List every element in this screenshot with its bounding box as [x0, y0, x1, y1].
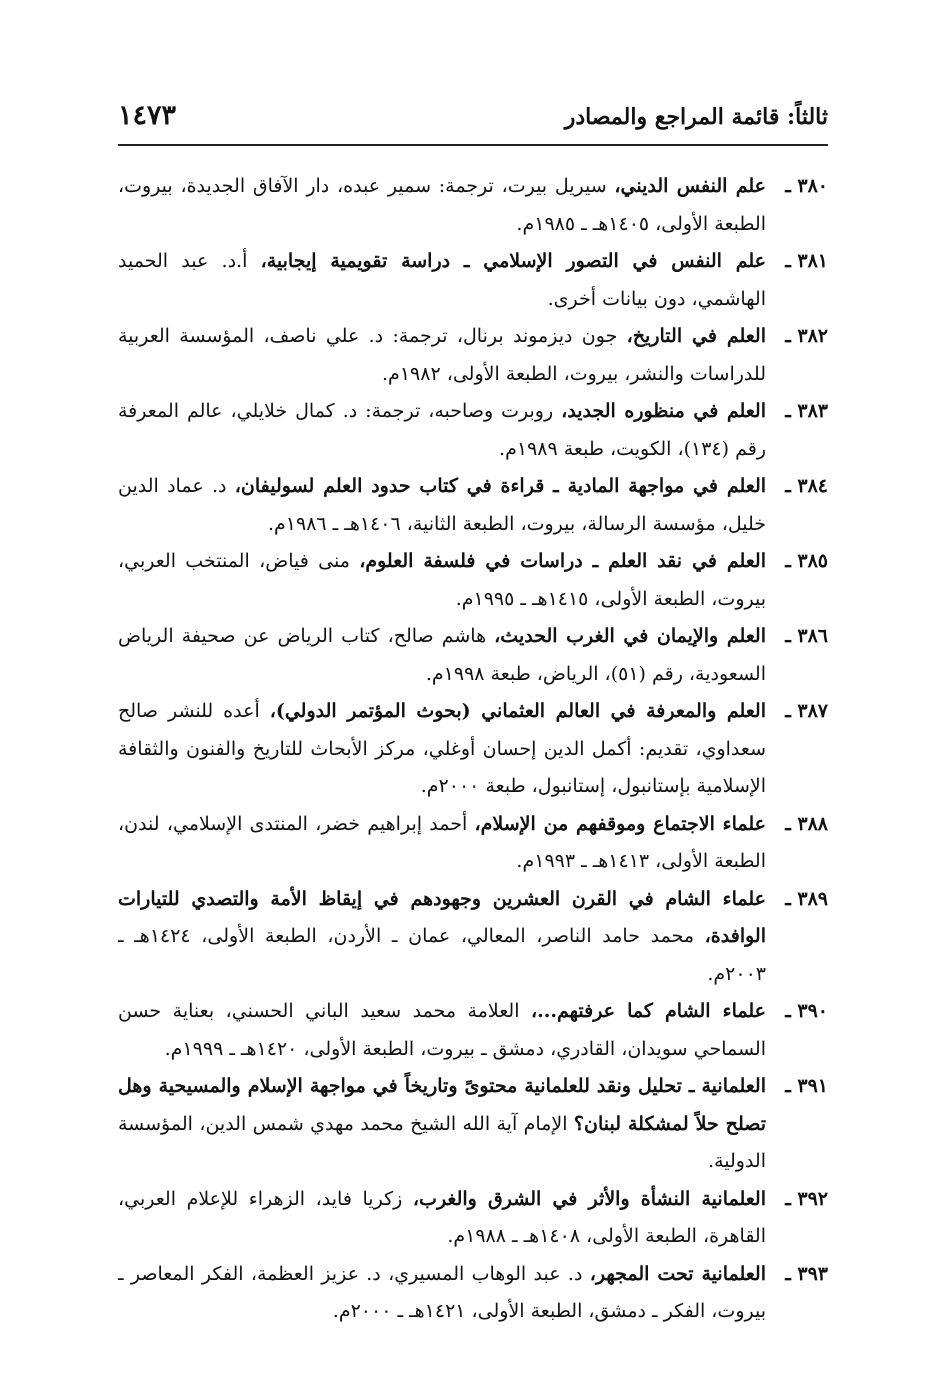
entry-number: ٣٨٨ ـ — [785, 812, 828, 835]
bibliography-entry-390 — [118, 993, 828, 1068]
bibliography-entry-383 — [118, 393, 828, 468]
entry-title: علماء الشام في القرن العشرين وجهودهم في إيقاظ الأمة والتصدي للتيارات الوافدة، — [118, 887, 766, 947]
entry-details: زكريا فايد، الزهراء للإعلام العربي، القاهرة، الطبعة الأولى، ١٤٠٨هـ ـ ١٩٨٨م. — [118, 1187, 766, 1247]
entry-details: أ.د. عبد الحميد الهاشمي، دون بيانات أخرى. — [118, 250, 766, 310]
entry-number: ٣٨٥ ـ — [785, 550, 828, 572]
entry-details: د. عماد الدين خليل، مؤسسة الرسالة، بيروت، الطبعة الثانية، ١٤٠٦هـ ـ ١٩٨٦م. — [118, 475, 766, 535]
entry-details: منى فياض، المنتخب العربي، بيروت، الطبعة الأولى، ١٤١٥هـ ـ ١٩٩٥م. — [118, 550, 766, 610]
entry-number: ٣٨١ ـ — [785, 250, 828, 272]
entry-number: ٣٨٣ ـ — [785, 400, 828, 422]
entry-details: سيريل بيرت، ترجمة: سمير عبده، دار الآفاق الجديدة، بيروت، الطبعة الأولى، ١٤٠٥هـ ـ ١٩٨٥م. — [118, 175, 766, 235]
entry-details: روبرت وصاحبه، ترجمة: د. كمال خلايلي، عالم المعرفة رقم (١٣٤)، الكويت، طبعة ١٩٨٩م. — [118, 400, 766, 460]
entry-title: العلمانية النشأة والأثر في الشرق والغرب، — [412, 1187, 766, 1210]
entry-title: العلم والمعرفة في العالم العثماني (بحوث المؤتمر الدولي)، — [269, 700, 766, 722]
entry-title: العلم في نقد العلم ـ دراسات في فلسفة العلوم، — [359, 550, 766, 572]
entry-title: علم النفس الديني، — [614, 175, 767, 197]
entry-title: العلمانية تحت المجهر، — [589, 1262, 766, 1285]
entry-title: العلم في التاريخ، — [626, 325, 766, 347]
bibliography-entry-381 — [118, 243, 828, 318]
entry-details: الإمام آية الله الشيخ محمد مهدي شمس الدين، المؤسسة الدولية. — [118, 1112, 766, 1172]
entry-number: ٣٨٤ ـ — [785, 475, 828, 497]
running-title: ثالثاً: قائمة المراجع والمصادر — [564, 104, 828, 130]
entry-number: ٣٨٠ ـ — [785, 175, 828, 197]
bibliography-entry-380 — [118, 168, 828, 243]
entry-number: ٣٩٠ ـ — [785, 1000, 828, 1022]
bibliography-entry-382 — [118, 318, 828, 393]
bibliography-entry-388 — [118, 806, 828, 881]
entry-number: ٣٨٦ ـ — [785, 625, 828, 647]
page-number: ١٤٧٣ — [118, 100, 177, 131]
bibliography-entry-389 — [118, 881, 828, 994]
entry-title: العلم والإيمان في الغرب الحديث، — [494, 625, 766, 647]
entry-number: ٣٩٣ ـ — [785, 1262, 828, 1285]
entry-title: العلمانية ـ تحليل ونقد للعلمانية محتوىً وتاريخاً في مواجهة الإسلام والمسيحية وهل تصلح حلاً لمشكلة لبنان؟ — [118, 1075, 767, 1135]
entry-details: محمد حامد الناصر، المعالي، عمان ـ الأردن، الطبعة الأولى، ١٤٢٤هـ ـ ٢٠٠٣م. — [118, 925, 766, 985]
entry-details: العلامة محمد سعيد الباني الحسني، بعناية حسن السماحي سويدان، القادري، دمشق ـ بيروت، الطبعة الأولى، ١٤٢٠هـ ـ ١٩٩٩م. — [118, 1000, 766, 1060]
entry-details: أعده للنشر صالح سعداوي، تقديم: أكمل الدين إحسان أوغلي، مركز الأبحاث للتاريخ والفنون والثقافة الإسلامية بإستانبول، إستانبول، طبعة ٢٠٠٠م. — [118, 700, 766, 797]
bibliography-entry-386 — [118, 618, 828, 693]
bibliography-entry-393 — [118, 1256, 828, 1331]
page-header — [118, 96, 828, 146]
entry-title: علماء الاجتماع وموقفهم من الإسلام، — [474, 812, 767, 835]
entry-details: جون ديزموند برنال، ترجمة: د. علي ناصف، المؤسسة العربية للدراسات والنشر، بيروت، الطبعة الأولى، ١٩٨٢م. — [118, 325, 766, 385]
bibliography-entry-392 — [118, 1181, 828, 1256]
bibliography-entry-387 — [118, 693, 828, 806]
entry-title: العلم في مواجهة المادية ـ قراءة في كتاب حدود العلم لسوليفان، — [234, 475, 767, 497]
bibliography-entry-391 — [118, 1068, 828, 1181]
entry-title: علم النفس في التصور الإسلامي ـ دراسة تقويمية إيجابية، — [260, 250, 766, 272]
entry-number: ٣٩١ ـ — [785, 1075, 828, 1097]
entry-number: ٣٩٢ ـ — [785, 1187, 828, 1210]
bibliography-list — [118, 168, 828, 1331]
entry-details: د. عبد الوهاب المسيري، د. عزيز العظمة، الفكر المعاصر ـ بيروت، الفكر ـ دمشق، الطبعة الأولى، ١٤٢١هـ ـ ٢٠٠٠م. — [118, 1262, 766, 1322]
entry-title: العلم في منظوره الجديد، — [561, 400, 766, 422]
entry-details: هاشم صالح، كتاب الرياض عن صحيفة الرياض السعودية، رقم (٥١)، الرياض، طبعة ١٩٩٨م. — [118, 625, 766, 685]
entry-number: ٣٨٧ ـ — [785, 700, 828, 722]
entry-number: ٣٨٢ ـ — [785, 325, 828, 347]
entry-title: علماء الشام كما عرفتهم...، — [531, 1000, 766, 1022]
bibliography-entry-384 — [118, 468, 828, 543]
bibliography-entry-385 — [118, 543, 828, 618]
entry-details: أحمد إبراهيم خضر، المنتدى الإسلامي، لندن، الطبعة الأولى، ١٤١٣هـ ـ ١٩٩٣م. — [118, 812, 766, 872]
entry-number: ٣٨٩ ـ — [785, 887, 828, 910]
